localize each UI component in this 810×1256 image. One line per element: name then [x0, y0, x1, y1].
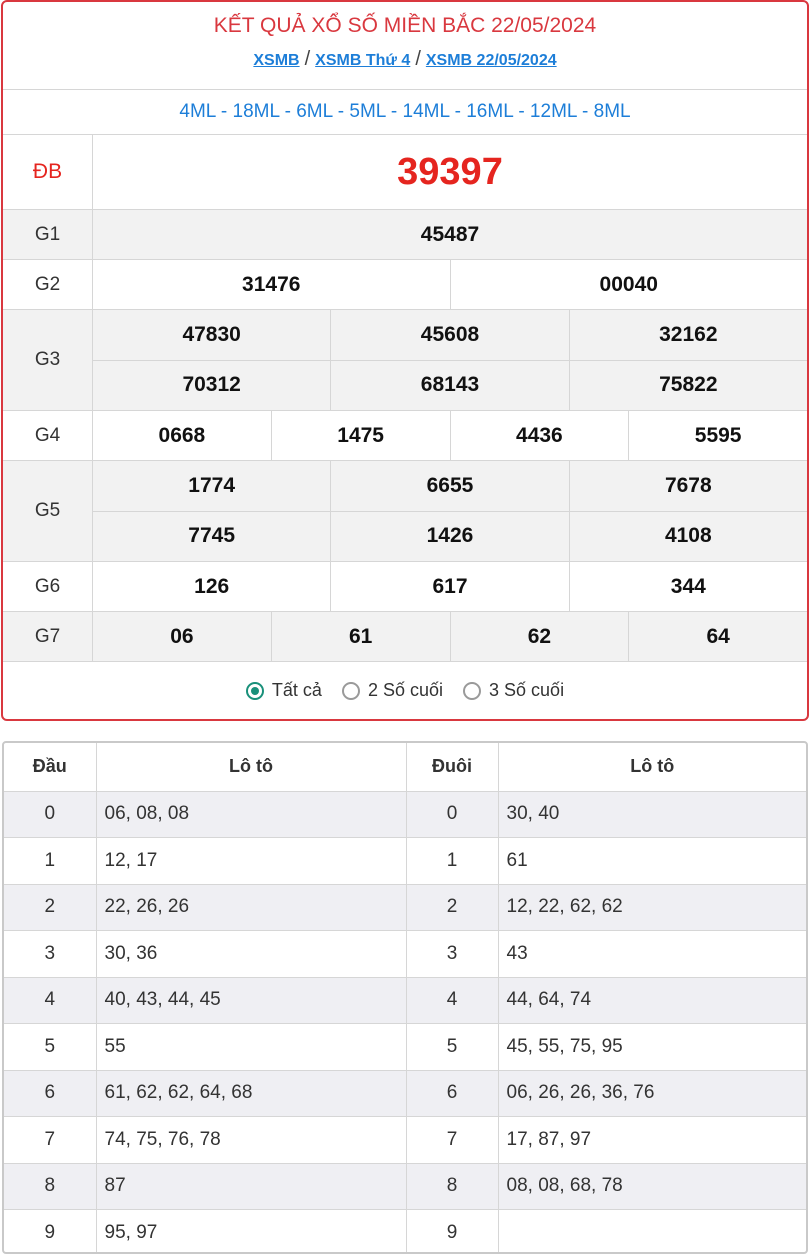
duoi-digit: 6: [406, 1070, 498, 1117]
table-row: [4, 884, 806, 931]
prize-value-g6: 617: [330, 562, 568, 611]
dau-digit: 3: [4, 931, 96, 978]
digit-filter: [3, 662, 807, 719]
prize-value-g6: 126: [194, 574, 230, 598]
duoi-digit: 9: [406, 1210, 498, 1255]
prize-row-g5: [3, 461, 807, 562]
prize-row-db: [3, 135, 807, 210]
table-row: [4, 1163, 806, 1210]
prize-value-g3: 68143: [330, 361, 568, 411]
prize-row-g1: [3, 210, 807, 260]
duoi-loto-values: 08, 08, 68, 78: [498, 1163, 806, 1210]
duoi-digit: 0: [406, 791, 498, 838]
prize-value-g7: 64: [628, 612, 807, 661]
table-row: [4, 1117, 806, 1164]
table-row: [4, 1070, 806, 1117]
prize-row-g3: [3, 310, 807, 411]
dau-loto-values: 22, 26, 26: [96, 884, 406, 931]
col-header-loto: Lô tô: [498, 743, 806, 791]
dau-loto-values: 74, 75, 76, 78: [96, 1117, 406, 1164]
dau-digit: 5: [4, 1024, 96, 1071]
dau-loto-values: 61, 62, 62, 64, 68: [96, 1070, 406, 1117]
prize-value-g7: 61: [271, 612, 450, 661]
dau-digit: 1: [4, 838, 96, 885]
page-title: KẾT QUẢ XỔ SỐ MIỀN BẮC 22/05/2024: [213, 14, 597, 37]
duoi-loto-values: 06, 26, 26, 36, 76: [498, 1070, 806, 1117]
duoi-digit: 4: [406, 977, 498, 1024]
dau-digit: 8: [4, 1163, 96, 1210]
loto-body: [4, 791, 806, 1254]
dau-loto-values: 87: [96, 1163, 406, 1210]
dau-loto-values: 55: [96, 1024, 406, 1071]
prize-label-g5: G5: [3, 461, 93, 561]
special-codes: 4ML - 18ML - 6ML - 5ML - 14ML - 16ML - 12ML - 8ML: [3, 90, 807, 135]
table-row: [4, 791, 806, 838]
radio-icon[interactable]: [463, 682, 481, 700]
duoi-loto-values: 30, 40: [498, 791, 806, 838]
table-row: [4, 1210, 806, 1255]
dau-loto-values: 12, 17: [96, 838, 406, 885]
prize-value-g1: 45487: [420, 222, 480, 246]
prize-row-g4: [3, 411, 807, 461]
prize-value-db: 39397: [397, 150, 503, 193]
prize-value-g5: 4108: [569, 512, 807, 562]
prize-value-g5: 7745: [188, 524, 236, 548]
duoi-loto-values: 12, 22, 62, 62: [498, 884, 806, 931]
dau-digit: 2: [4, 884, 96, 931]
duoi-digit: 2: [406, 884, 498, 931]
table-row: [4, 931, 806, 978]
prize-label-g6: G6: [3, 562, 93, 611]
duoi-digit: 7: [406, 1117, 498, 1164]
table-row: [4, 838, 806, 885]
prize-value-g5: 6655: [330, 461, 568, 511]
prize-label-g7: G7: [3, 612, 93, 661]
dau-digit: 6: [4, 1070, 96, 1117]
filter-last-2[interactable]: [342, 680, 443, 701]
filter-label: 2 Số cuối: [367, 680, 444, 700]
prize-label-g1: G1: [3, 210, 93, 259]
col-header-loto: Lô tô: [96, 743, 406, 791]
filter-label: Tất cả: [271, 680, 322, 700]
duoi-digit: 8: [406, 1163, 498, 1210]
prize-value-g5: 1426: [330, 512, 568, 562]
prize-value-g6: 344: [569, 562, 807, 611]
prize-value-g3: 75822: [569, 361, 807, 411]
prize-value-g3: 47830: [182, 322, 241, 346]
prize-value-g3: 45608: [330, 310, 568, 360]
prize-label-g2: G2: [3, 260, 93, 309]
prize-value-g3: 32162: [569, 310, 807, 360]
breadcrumb-separator: /: [304, 48, 311, 70]
col-header-duoi: Đuôi: [406, 743, 498, 791]
dau-digit: 9: [4, 1210, 96, 1255]
filter-last-3[interactable]: [463, 680, 564, 701]
duoi-digit: 1: [406, 838, 498, 885]
prize-label-g4: G4: [3, 411, 93, 460]
breadcrumb-xsmb-thu4[interactable]: XSMB Thứ 4: [315, 52, 411, 69]
results-card: [1, 0, 809, 721]
duoi-loto-values: 45, 55, 75, 95: [498, 1024, 806, 1071]
filter-label: 3 Số cuối: [489, 680, 565, 700]
prize-row-g7: [3, 612, 807, 662]
prize-value-g2: 00040: [450, 260, 808, 309]
filter-all[interactable]: [246, 680, 322, 701]
prize-value-g5: 7678: [569, 461, 807, 511]
dau-digit: 0: [4, 791, 96, 838]
prize-row-g2: [3, 260, 807, 310]
table-row: [4, 977, 806, 1024]
col-header-dau: Đầu: [4, 743, 96, 791]
prize-value-g4: 1475: [271, 411, 450, 460]
loto-header-row: [4, 743, 806, 791]
dau-digit: 4: [4, 977, 96, 1024]
duoi-digit: 5: [406, 1024, 498, 1071]
dau-digit: 7: [4, 1117, 96, 1164]
dau-loto-values: 40, 43, 44, 45: [96, 977, 406, 1024]
breadcrumb-separator: /: [415, 48, 421, 70]
prize-value-g7: 62: [450, 612, 629, 661]
duoi-loto-values: 43: [498, 931, 806, 978]
prize-value-g2: 31476: [242, 272, 301, 296]
duoi-loto-values: 17, 87, 97: [498, 1117, 806, 1164]
prize-value-g3: 70312: [182, 373, 241, 397]
duoi-digit: 3: [406, 931, 498, 978]
duoi-loto-values: 44, 64, 74: [498, 977, 806, 1024]
prize-value-g7: 06: [170, 624, 194, 648]
prize-value-g4: 5595: [628, 411, 807, 460]
breadcrumb: [3, 48, 807, 71]
prize-label-db: ĐB: [3, 135, 93, 209]
prize-value-g5: 1774: [188, 473, 236, 497]
breadcrumb-xsmb-date[interactable]: XSMB 22/05/2024: [425, 52, 557, 69]
prize-label-g3: G3: [3, 310, 93, 410]
breadcrumb-xsmb[interactable]: XSMB: [253, 52, 300, 69]
results-header: [3, 2, 807, 90]
radio-selected-icon[interactable]: [246, 682, 264, 700]
duoi-loto-values: 61: [498, 838, 806, 885]
duoi-loto-values: [498, 1210, 806, 1255]
table-row: [4, 1024, 806, 1071]
loto-table: [2, 741, 808, 1254]
dau-loto-values: 95, 97: [96, 1210, 406, 1255]
prize-row-g6: [3, 562, 807, 612]
dau-loto-values: 30, 36: [96, 931, 406, 978]
prize-value-g4: 4436: [450, 411, 629, 460]
dau-loto-values: 06, 08, 08: [96, 791, 406, 838]
prize-value-g4: 0668: [158, 423, 206, 447]
radio-icon[interactable]: [342, 682, 360, 700]
